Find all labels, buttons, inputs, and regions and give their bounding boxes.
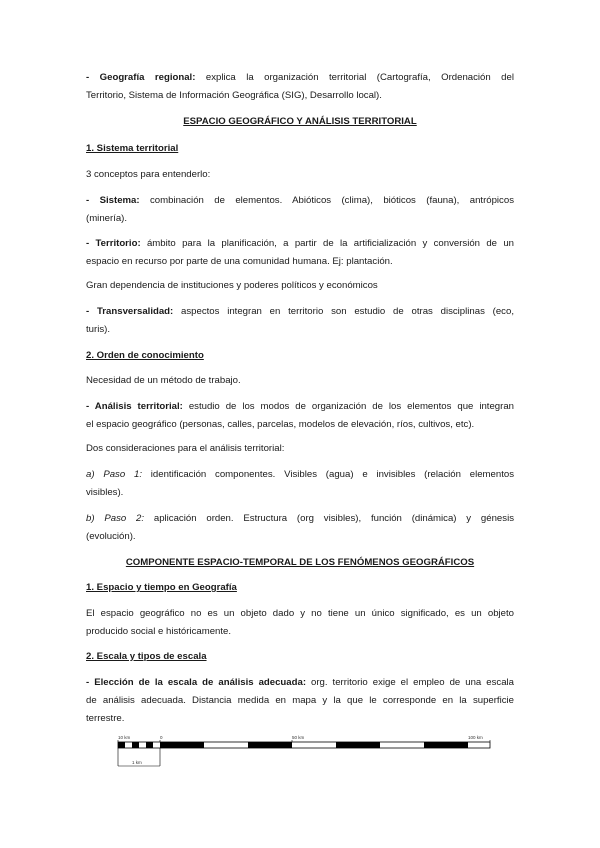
paragraph-analisis-territorial: - Análisis territorial: estudio de los modos de organización de los elementos que integran el espacio geográfico (personas, calles, parcelas, modelos de elevación, ríos, cultivos, etc). xyxy=(86,401,514,430)
heading-espacio-tiempo: 1. Espacio y tiempo en Geografía xyxy=(86,582,237,593)
scale-segment xyxy=(160,742,204,748)
paragraph-sistema: - Sistema: combinación de elementos. Abióticos (clima), bióticos (fauna), antrópicos (minería). xyxy=(86,195,514,224)
scale-segment xyxy=(132,742,139,748)
term-eleccion-escala: - Elección de la escala de análisis adecuada: xyxy=(86,677,307,688)
scale-label-50km: 50 km xyxy=(292,735,305,740)
heading-sistema-territorial: 1. Sistema territorial xyxy=(86,143,179,154)
paragraph-paso-2: b) Paso 2: aplicación orden. Estructura (org visibles), función (dinámica) y génesis (evolución). xyxy=(86,513,514,542)
scale-segment xyxy=(424,742,468,748)
scale-label-10km: 10 km xyxy=(118,735,131,740)
scale-segment xyxy=(118,742,125,748)
term-transversalidad: - Transversalidad: xyxy=(86,306,174,317)
scale-segment xyxy=(248,742,292,748)
scale-label-100km: 100 km xyxy=(468,735,483,740)
paragraph-conceptos: 3 conceptos para entenderlo: xyxy=(86,169,211,180)
heading-escala-tipos: 2. Escala y tipos de escala xyxy=(86,651,207,662)
paragraph-metodo: Necesidad de un método de trabajo. xyxy=(86,375,241,386)
term-geografia-regional: - Geografía regional: xyxy=(86,72,196,83)
paragraph-consideraciones: Dos consideraciones para el análisis territorial: xyxy=(86,443,285,454)
paragraph-transversalidad: - Transversalidad: aspectos integran en territorio son estudio de otras disciplinas (eco, turis). xyxy=(86,306,514,335)
scale-label-0: 0 xyxy=(160,735,163,740)
heading-orden-conocimiento: 2. Orden de conocimiento xyxy=(86,350,204,361)
scale-bar-figure xyxy=(116,733,494,773)
section-title-espacio-geografico: ESPACIO GEOGRÁFICO Y ANÁLISIS TERRITORIAL xyxy=(183,116,417,127)
sub-scale-label: 1 km xyxy=(132,760,142,765)
term-analisis-territorial: - Análisis territorial: xyxy=(86,401,183,412)
paragraph-eleccion-escala: - Elección de la escala de análisis adecuada: org. territorio exige el empleo de una escala de análisis adecuada. Distancia medida en mapa y la que le corresponde en la superficie terrestre. xyxy=(86,677,514,724)
scale-segment xyxy=(146,742,153,748)
label-paso-2: b) Paso 2: xyxy=(86,513,145,524)
paragraph-territorio: - Territorio: ámbito para la planificación, a partir de la artificialización y conversión de un espacio en recurso por parte de una comunidad humana. Ej: plantación. xyxy=(86,238,514,267)
intro-paragraph: - Geografía regional: explica la organización territorial (Cartografía, Ordenación del Territorio, Sistema de Información Geográfica (SIG), Desarrollo local). xyxy=(86,72,514,101)
label-paso-1: a) Paso 1: xyxy=(86,469,142,480)
paragraph-espacio-geografico: El espacio geográfico no es un objeto dado y no tiene un único significado, es un objeto producido social e históricamente. xyxy=(86,608,514,637)
term-territorio: - Territorio: xyxy=(86,238,141,249)
section-title-componente-espacio-temporal: COMPONENTE ESPACIO-TEMPORAL DE LOS FENÓMENOS GEOGRÁFICOS xyxy=(125,557,475,568)
scale-segment xyxy=(336,742,380,748)
term-sistema: - Sistema: xyxy=(86,195,140,206)
paragraph-dependencia: Gran dependencia de instituciones y poderes políticos y económicos xyxy=(86,280,378,291)
paragraph-paso-1: a) Paso 1: identificación componentes. Visibles (agua) e invisibles (relación elementos visibles). xyxy=(86,469,515,498)
